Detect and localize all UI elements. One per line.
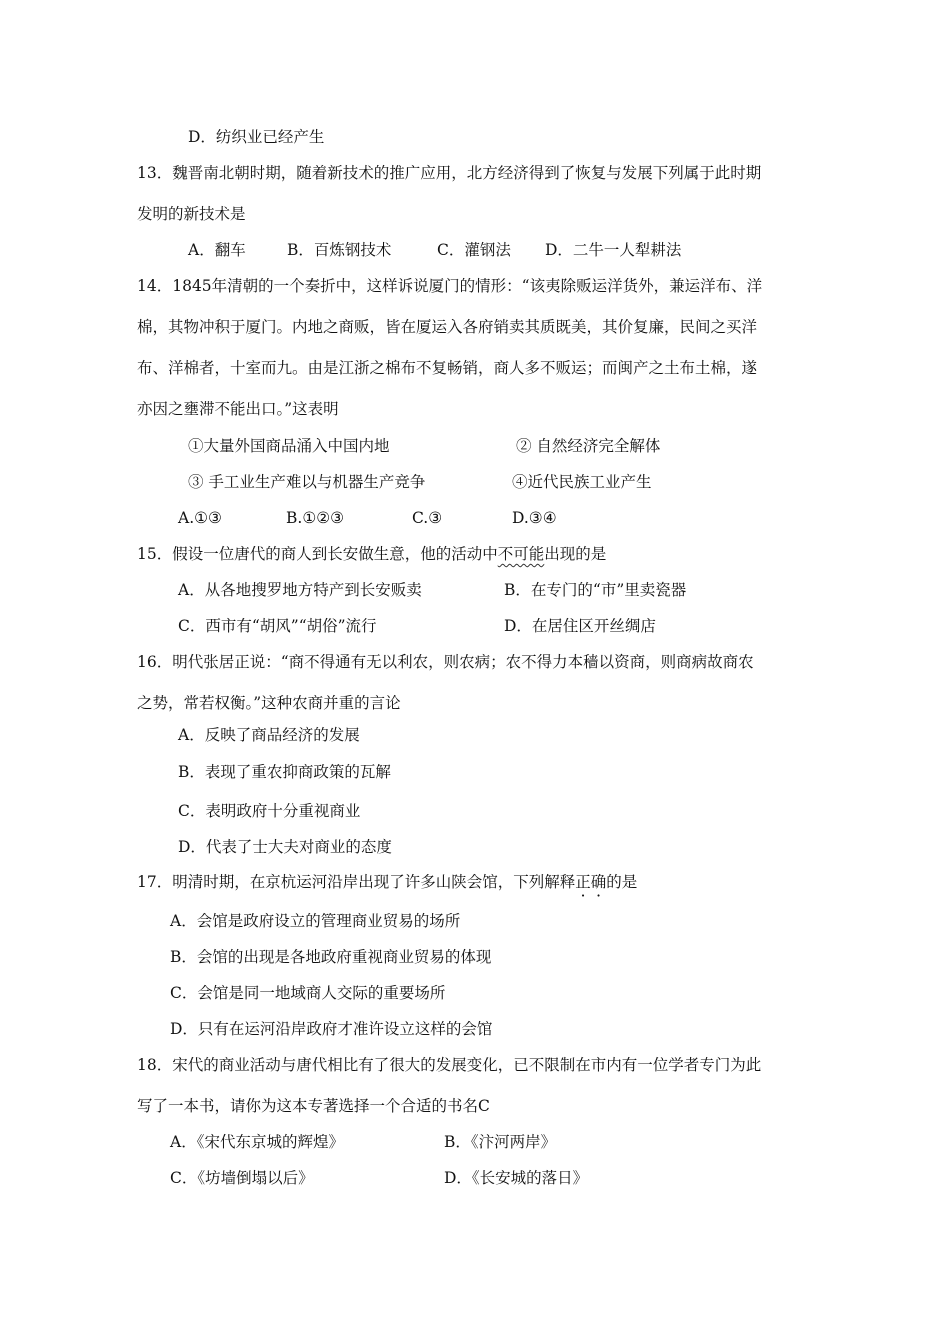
q14-stem-line1: 14．1845年清朝的一个奏折中，这样诉说厦门的情形：“该夷除贩运洋货外，兼运洋布、洋 (137, 277, 763, 295)
q13-stem-line1: 13．魏晋南北朝时期，随着新技术的推广应用，北方经济得到了恢复与发展下列属于此时期 (137, 164, 762, 182)
q15-stem-pre: 15．假设一位唐代的商人到长安做生意，他的活动中 (137, 545, 498, 563)
q14-stem-line4: 亦因之壅滞不能出口。”这表明 (137, 400, 339, 418)
q17-option-a: A．会馆是政府设立的管理商业贸易的场所 (170, 912, 461, 930)
q16-option-b: B．表现了重农抑商政策的瓦解 (178, 763, 391, 781)
q17-emphasis-1: 正 (575, 873, 591, 891)
q15-stem (137, 544, 606, 564)
q15-stem-post: 出现的是 (544, 545, 607, 563)
q18-option-b: B．《汴河两岸》 (444, 1133, 557, 1151)
q16-stem-line1: 16．明代张居正说：“商不得通有无以利农，则农病；农不得力本穑以资商，则商病故商农 (137, 653, 754, 671)
q15-option-b: B．在专门的“市”里卖瓷器 (504, 581, 687, 599)
q14-option-d: D.③④ (512, 509, 557, 527)
q16-option-d: D．代表了士大夫对商业的态度 (178, 838, 392, 856)
q16-stem-line2: 之势，常若权衡。”这种农商并重的言论 (137, 694, 401, 712)
q17-option-d: D．只有在运河沿岸政府才准许设立这样的会馆 (170, 1020, 493, 1038)
q14-statement-1: ①大量外国商品涌入中国内地 (188, 437, 390, 455)
q13-option-a: A．翻车 (188, 241, 246, 259)
q18-stem-line1: 18．宋代的商业活动与唐代相比有了很大的发展变化，已不限制在市内有一位学者专门为此 (137, 1056, 762, 1074)
q14-option-b: B.①②③ (286, 509, 345, 527)
q17-option-c: C．会馆是同一地域商人交际的重要场所 (170, 984, 446, 1002)
q18-option-c: C．《坊墙倒塌以后》 (170, 1169, 314, 1187)
q14-stem-line2: 棉，其物冲积于厦门。内地之商贩，皆在厦运入各府销卖其质既美，其价复廉，民间之买洋 (137, 318, 758, 336)
q17-emphasis-2: 确 (590, 873, 607, 891)
q16-option-c: C．表明政府十分重视商业 (178, 802, 361, 820)
q13-option-c: C．灌钢法 (437, 241, 511, 259)
q18-stem-line2: 写了一本书，请你为这本专著选择一个合适的书名C (137, 1097, 490, 1115)
q17-stem-post: 的是 (606, 873, 638, 891)
q14-statement-3: ③ 手工业生产难以与机器生产竞争 (188, 473, 426, 491)
q13-option-b: B．百炼钢技术 (287, 241, 392, 259)
q15-emphasis: 不可能 (497, 545, 545, 563)
q14-statement-4: ④近代民族工业产生 (512, 473, 652, 491)
q16-option-a: A．反映了商品经济的发展 (178, 726, 360, 744)
q14-statement-2: ② 自然经济完全解体 (516, 437, 661, 455)
q17-option-b: B．会馆的出现是各地政府重视商业贸易的体现 (170, 948, 492, 966)
q14-stem-line3: 布、洋棉者，十室而九。由是江浙之棉布不复畅销，商人多不贩运；而闽产之土布土棉，遂 (137, 359, 758, 377)
q18-option-a: A．《宋代东京城的辉煌》 (170, 1133, 344, 1151)
q17-stem (137, 872, 637, 892)
q17-stem-pre: 17．明清时期，在京杭运河沿岸出现了许多山陕会馆，下列解释 (137, 873, 576, 891)
q18-option-d: D．《长安城的落日》 (444, 1169, 589, 1187)
q14-option-c: C.③ (412, 509, 443, 527)
q12-option-d: D．纺织业已经产生 (188, 128, 325, 146)
q14-option-a: A.①③ (178, 509, 222, 527)
q15-option-a: A．从各地搜罗地方特产到长安贩卖 (178, 581, 422, 599)
q13-stem-line2: 发明的新技术是 (137, 205, 246, 223)
q13-option-d: D．二牛一人犁耕法 (545, 241, 682, 259)
q15-option-c: C．西市有“胡风”“胡俗”流行 (178, 617, 377, 635)
q15-option-d: D．在居住区开丝绸店 (504, 617, 656, 635)
